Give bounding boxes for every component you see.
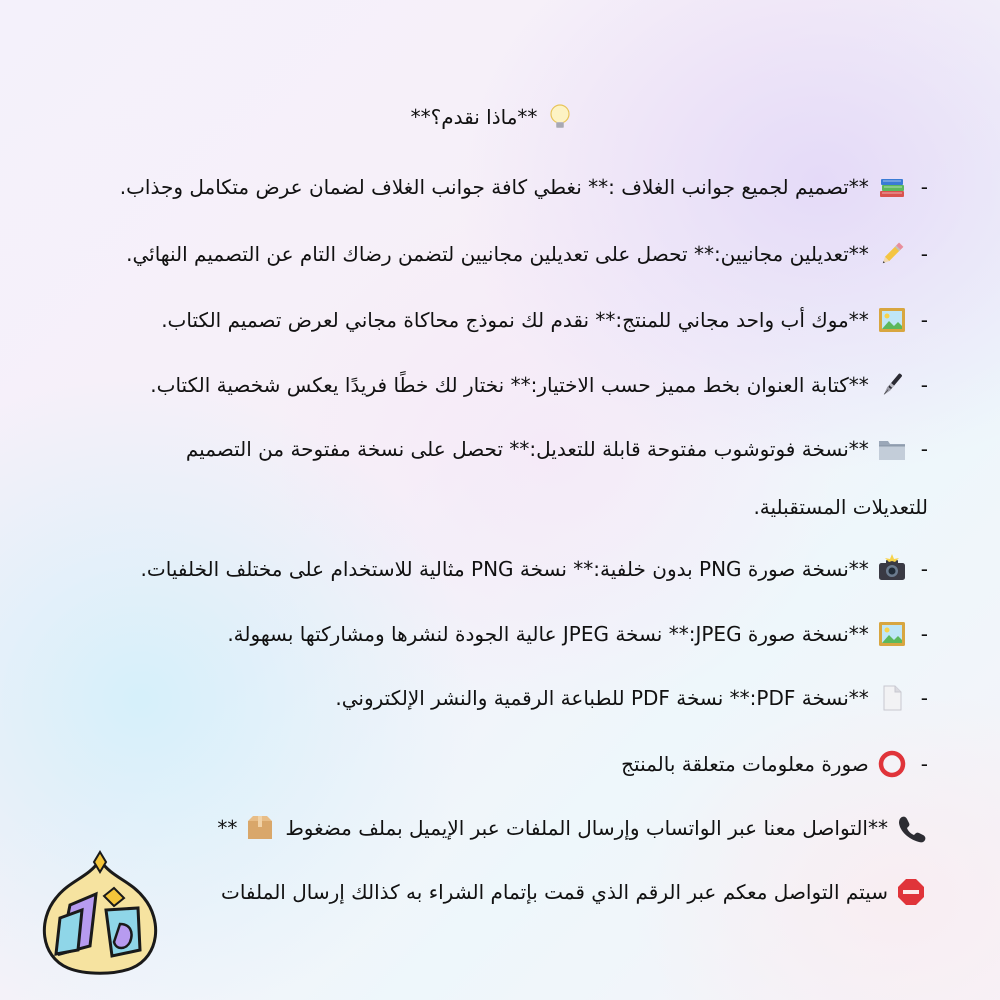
red-circle-icon [875, 747, 909, 781]
item-text: **نسخة صورة PNG بدون خلفية:** نسخة PNG مثالية للاستخدام على مختلف الخلفيات. [140, 557, 869, 581]
camera-flash-icon [875, 552, 909, 586]
framed-picture-icon [875, 303, 909, 337]
list-item-photoshop-file [60, 432, 928, 466]
books-icon [875, 170, 909, 204]
item-text: **نسخة فوتوشوب مفتوحة قابلة للتعديل:** تحصل على نسخة مفتوحة من التصميم [185, 437, 869, 461]
item-continuation-text: للتعديلات المستقبلية. [753, 495, 928, 519]
fountain-pen-icon [875, 368, 909, 402]
list-item-product-info [60, 747, 928, 781]
bullet-dash: - [920, 622, 928, 646]
list-item-cover-design [60, 170, 928, 204]
lightbulb-icon [543, 100, 577, 134]
list-item-photoshop-continuation [60, 491, 928, 523]
title-text: **ماذا نقدم؟** [410, 105, 538, 129]
list-item-png [60, 552, 928, 586]
list-item-pdf [60, 681, 928, 715]
item-text: **نسخة صورة JPEG:** نسخة JPEG عالية الجودة لنشرها ومشاركتها بسهولة. [227, 622, 869, 646]
package-icon [243, 811, 277, 845]
item-text: **نسخة PDF:** نسخة PDF للطباعة الرقمية والنشر الإلكتروني. [335, 686, 869, 710]
item-text: **تعديلين مجانيين:** تحصل على تعديلين مجانيين لتضمن رضاك التام عن التصميم النهائي. [126, 242, 869, 266]
section-title [60, 100, 928, 134]
brand-logo [30, 850, 170, 980]
item-text: **التواصل معنا عبر الواتساب وإرسال الملفات عبر الإيميل بملف مضغوط [285, 816, 888, 840]
content-area [60, 0, 928, 1000]
stop-sign-icon [894, 875, 928, 909]
trail-text: ** [217, 816, 238, 840]
item-text: صورة معلومات متعلقة بالمنتج [621, 752, 869, 776]
folder-icon [875, 432, 909, 466]
bullet-dash: - [920, 557, 928, 581]
list-item-free-mockup [60, 303, 928, 337]
framed-picture-icon [875, 617, 909, 651]
item-text: سيتم التواصل معكم عبر الرقم الذي قمت بإتمام الشراء به كذالك إرسال الملفات [220, 880, 888, 904]
bullet-dash: - [920, 752, 928, 776]
pencil-icon [875, 237, 909, 271]
item-text: **تصميم لجميع جوانب الغلاف :** نغطي كافة جوانب الغلاف لضمان عرض متكامل وجذاب. [119, 175, 869, 199]
phone-icon [894, 811, 928, 845]
bullet-dash: - [920, 437, 928, 461]
list-item-jpeg [60, 617, 928, 651]
list-item-contact [60, 811, 928, 845]
document-icon [875, 681, 909, 715]
list-item-notice [60, 875, 928, 909]
item-text: **كتابة العنوان بخط مميز حسب الاختيار:** نختار لك خطًا فريدًا يعكس شخصية الكتاب. [150, 373, 869, 397]
bullet-dash: - [920, 373, 928, 397]
item-text: **موك أب واحد مجاني للمنتج:** نقدم لك نموذج محاكاة مجاني لعرض تصميم الكتاب. [161, 308, 869, 332]
bullet-dash: - [920, 686, 928, 710]
bullet-dash: - [920, 242, 928, 266]
bullet-dash: - [920, 308, 928, 332]
list-item-title-lettering [60, 368, 928, 402]
bullet-dash: - [920, 175, 928, 199]
list-item-free-revisions [60, 237, 928, 271]
